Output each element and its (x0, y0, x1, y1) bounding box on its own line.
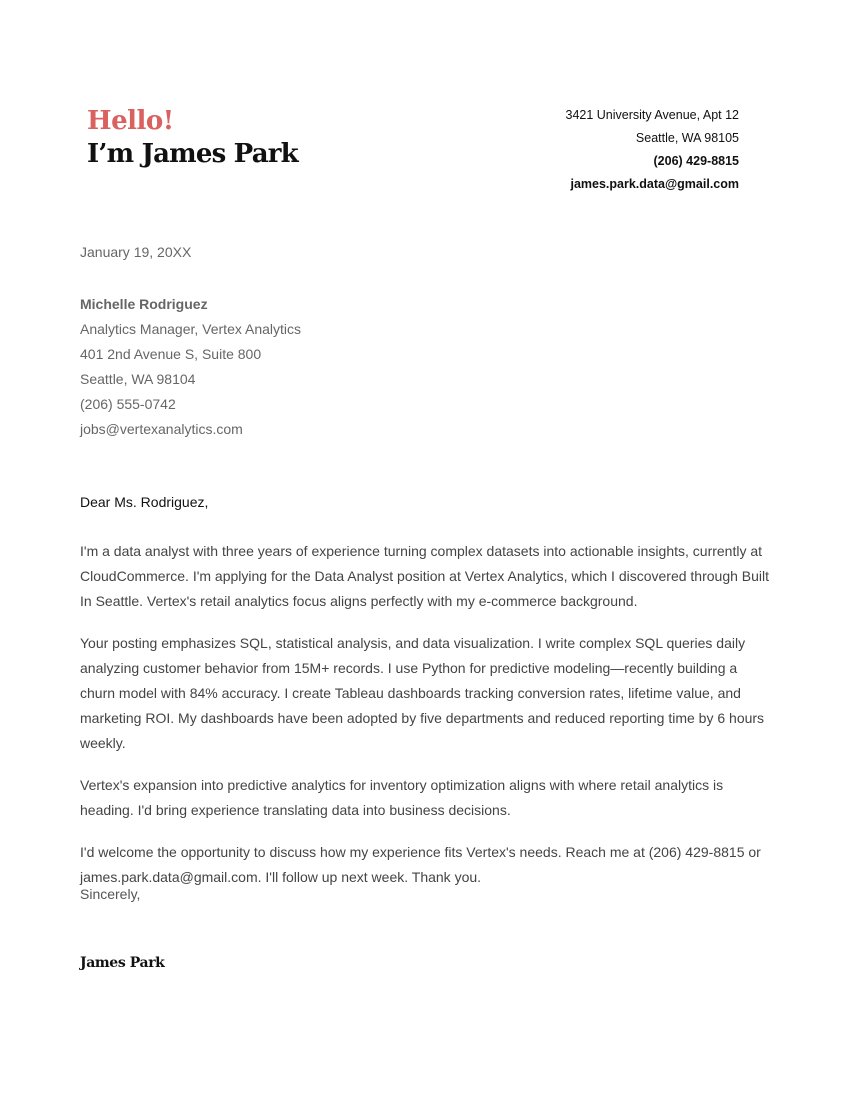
name-heading: I’m James Park (87, 139, 298, 169)
sender-email: james.park.data@gmail.com (570, 177, 739, 191)
letter-date: January 19, 20XX (80, 244, 192, 260)
signature: James Park (80, 955, 165, 971)
letter-body (80, 539, 775, 907)
sender-address-line2: Seattle, WA 98105 (635, 131, 739, 145)
sender-address-line1: 3421 University Avenue, Apt 12 (565, 108, 739, 122)
salutation: Dear Ms. Rodriguez, (80, 494, 209, 510)
body-paragraph-4: I'd welcome the opportunity to discuss how my experience fits Vertex's needs. Reach me at (206) 429-8815 or james.park.data@gmail.com. I'll follow up next week. Thank you. (80, 844, 761, 885)
body-paragraph-1: I'm a data analyst with three years of experience turning complex datasets into actionable insights, currently at CloudCommerce. I'm applying for the Data Analyst position at Vertex Analytics, which I discovered through Built In Seattle. Vertex's retail analytics focus aligns perfectly with my e-commerce background. (80, 543, 770, 609)
sender-contact (566, 104, 740, 196)
recipient-name: Michelle Rodriguez (80, 296, 208, 312)
recipient-phone: (206) 555-0742 (80, 396, 176, 412)
recipient-title: Analytics Manager, Vertex Analytics (80, 321, 301, 337)
closing: Sincerely, (80, 886, 141, 902)
sender-phone: (206) 429-8815 (653, 154, 739, 168)
recipient-address-line1: 401 2nd Avenue S, Suite 800 (80, 346, 262, 362)
recipient-email: jobs@vertexanalytics.com (80, 421, 243, 437)
hello-heading: Hello! (87, 106, 174, 136)
header-greeting (87, 104, 298, 170)
body-paragraph-2: Your posting emphasizes SQL, statistical analysis, and data visualization. I write complex SQL queries daily analyzing customer behavior from 15M+ records. I use Python for predictive modeling—recently building a churn model with 84% accuracy. I create Tableau dashboards tracking conversion rates, lifetime value, and marketing ROI. My dashboards have been adopted by five departments and reduced reporting time by 6 hours weekly. (80, 635, 765, 751)
body-paragraph-3: Vertex's expansion into predictive analytics for inventory optimization aligns with where retail analytics is heading. I'd bring experience translating data into business decisions. (80, 777, 724, 818)
recipient-block (80, 292, 301, 442)
recipient-address-line2: Seattle, WA 98104 (80, 371, 196, 387)
